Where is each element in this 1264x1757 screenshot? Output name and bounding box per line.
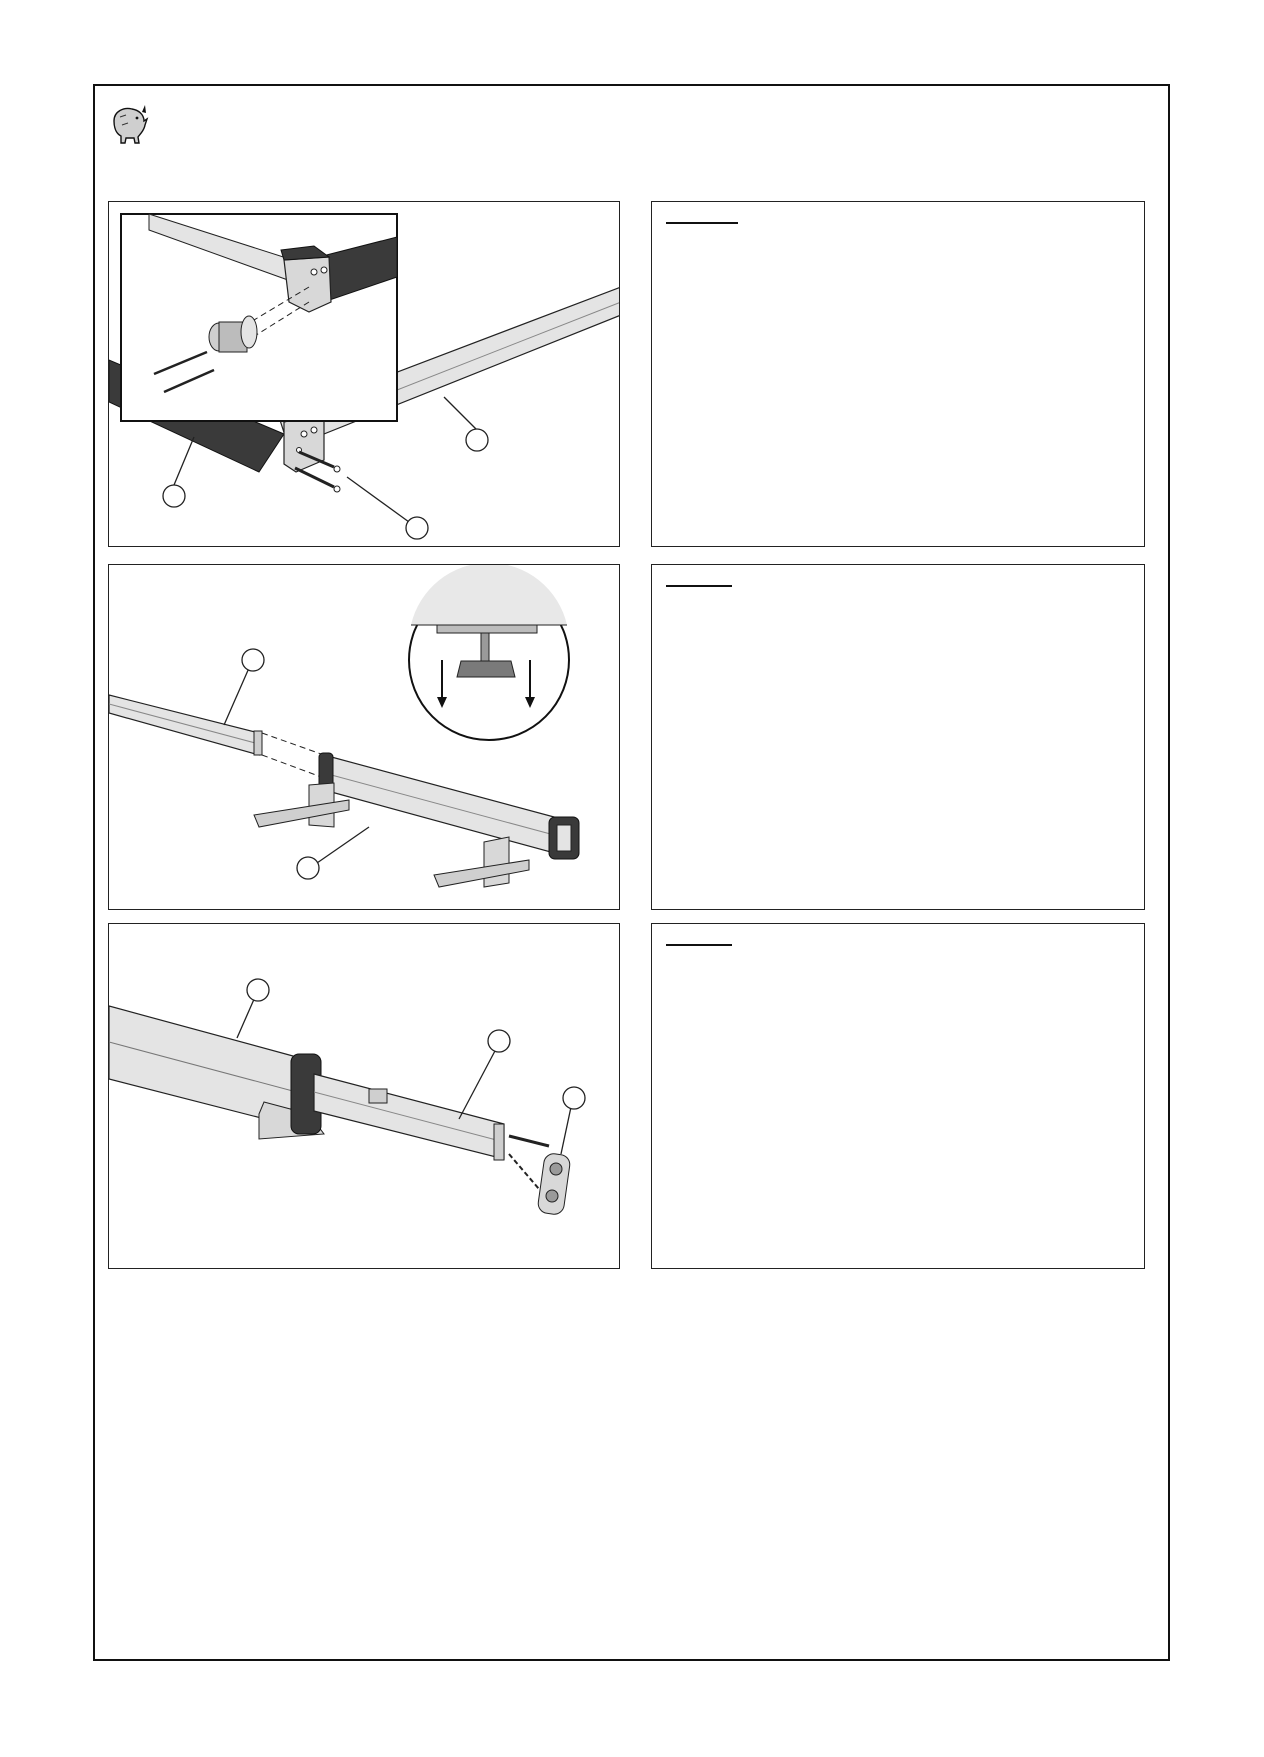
step-heading-rule [666, 585, 732, 587]
telescopic-bar-insert-icon [109, 565, 620, 910]
step-1-text-panel [651, 201, 1145, 547]
step-heading-rule [666, 944, 732, 946]
step-2-illustration [108, 564, 620, 910]
step-2-text-panel [651, 564, 1145, 910]
step-1-illustration [108, 201, 620, 547]
t-handle-pull-detail-icon [409, 565, 569, 740]
step-3-text-panel [651, 923, 1145, 1269]
end-cap-bolt-icon [109, 924, 620, 1269]
step-heading-rule [666, 222, 738, 224]
crossbar-frame-assembly-icon [109, 202, 620, 547]
step-3-illustration [108, 923, 620, 1269]
rhino-logo-icon [108, 101, 150, 145]
